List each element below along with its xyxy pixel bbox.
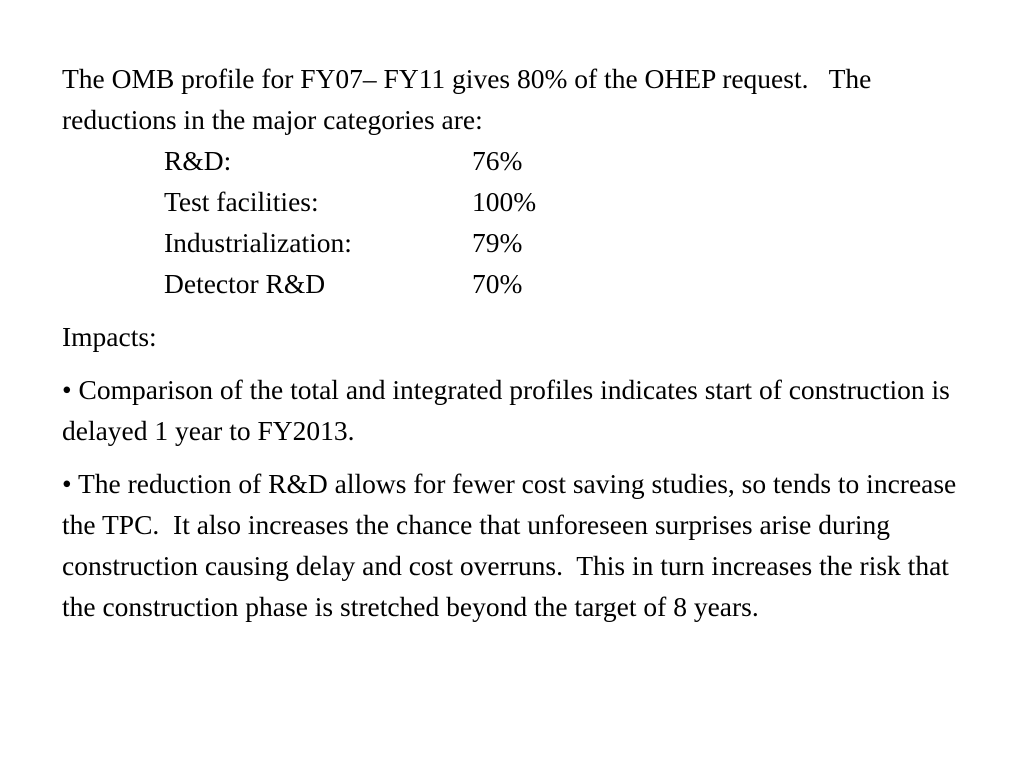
impacts-heading: Impacts:: [62, 321, 157, 352]
slide-content: [62, 58, 972, 639]
reduction-row: [164, 222, 972, 263]
reduction-percent: 79%: [472, 227, 523, 258]
intro-paragraph: The OMB profile for FY07– FY11 gives 80% of the OHEP request. The reductions in the major categories are:: [62, 63, 879, 135]
reductions-list: [164, 140, 972, 304]
impact-bullet: • Comparison of the total and integrated profiles indicates start of construction is delayed 1 year to FY2013.: [62, 374, 957, 446]
reduction-category: Test facilities:: [164, 186, 319, 217]
reduction-category: Industrialization:: [164, 227, 352, 258]
reduction-category: R&D:: [164, 145, 232, 176]
impact-bullet: • The reduction of R&D allows for fewer cost saving studies, so tends to increase the TPC. It also increases the chance that unforeseen surprises arise during construction causing delay and cost overruns. This in turn increases the risk that the construction phase is stretched beyond the target of 8 years.: [62, 468, 964, 622]
reduction-row: [164, 181, 972, 222]
reduction-row: [164, 263, 972, 304]
reduction-row: [164, 140, 972, 181]
reduction-category: Detector R&D: [164, 268, 326, 299]
reduction-percent: 76%: [472, 145, 523, 176]
reduction-percent: 70%: [472, 268, 523, 299]
reduction-percent: 100%: [472, 186, 537, 217]
